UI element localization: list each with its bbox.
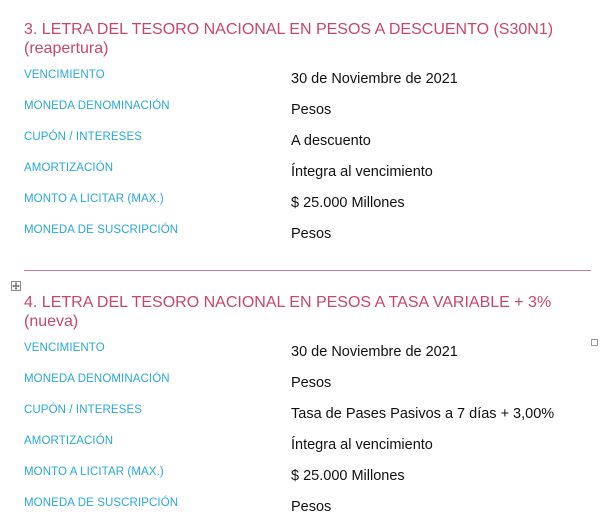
- field-value: 30 de Noviembre de 2021: [291, 71, 458, 87]
- field-label: MONEDA DENOMINACIÓN: [24, 373, 170, 385]
- field-label: VENCIMIENTO: [24, 342, 105, 354]
- field-value: $ 25.000 Millones: [291, 468, 405, 484]
- section-tasa-variable: [24, 293, 599, 528]
- field-label: MONEDA DE SUSCRIPCIÓN: [24, 497, 179, 509]
- table-row: [24, 404, 599, 435]
- section-title-line1: 4. LETRA DEL TESORO NACIONAL EN PESOS A TASA VARIABLE + 3%: [24, 294, 552, 311]
- table-row: [24, 224, 599, 255]
- section-title: [24, 20, 599, 58]
- table-row: [24, 373, 599, 404]
- table-row: [24, 131, 599, 162]
- field-label: MONEDA DE SUSCRIPCIÓN: [24, 224, 179, 236]
- section-title-line1: 3. LETRA DEL TESORO NACIONAL EN PESOS A DESCUENTO (S30N1): [24, 21, 554, 38]
- field-value: Pesos: [291, 226, 332, 242]
- table-row: [24, 497, 599, 528]
- section-divider: [24, 270, 591, 271]
- field-value: Íntegra al vencimiento: [291, 437, 433, 453]
- resize-handle-icon[interactable]: [591, 339, 598, 346]
- table-row: [24, 69, 599, 100]
- field-value: Pesos: [291, 499, 332, 515]
- field-label: MONTO A LICITAR (MAX.): [24, 466, 164, 478]
- section-title: [24, 293, 599, 331]
- field-value: A descuento: [291, 133, 371, 149]
- details-table: [24, 69, 599, 255]
- table-row: [24, 342, 599, 373]
- field-label: CUPÓN / INTERESES: [24, 131, 142, 143]
- move-arrows-icon[interactable]: [11, 281, 21, 291]
- field-value: $ 25.000 Millones: [291, 195, 405, 211]
- field-label: AMORTIZACIÓN: [24, 162, 114, 174]
- field-label: VENCIMIENTO: [24, 69, 105, 81]
- table-row: [24, 162, 599, 193]
- field-value: 30 de Noviembre de 2021: [291, 344, 458, 360]
- details-table: [24, 342, 599, 528]
- field-label: MONEDA DENOMINACIÓN: [24, 100, 170, 112]
- field-label: CUPÓN / INTERESES: [24, 404, 142, 416]
- field-value: Pesos: [291, 102, 332, 118]
- table-row: [24, 193, 599, 224]
- field-value: Íntegra al vencimiento: [291, 164, 433, 180]
- field-value: Tasa de Pases Pasivos a 7 días + 3,00%: [291, 406, 555, 422]
- table-row: [24, 466, 599, 497]
- section-title-line2: (reapertura): [24, 40, 109, 57]
- field-label: AMORTIZACIÓN: [24, 435, 114, 447]
- table-row: [24, 100, 599, 131]
- field-value: Pesos: [291, 375, 332, 391]
- section-title-line2: (nueva): [24, 313, 79, 330]
- field-label: MONTO A LICITAR (MAX.): [24, 193, 164, 205]
- section-s30n1: [24, 20, 599, 255]
- table-row: [24, 435, 599, 466]
